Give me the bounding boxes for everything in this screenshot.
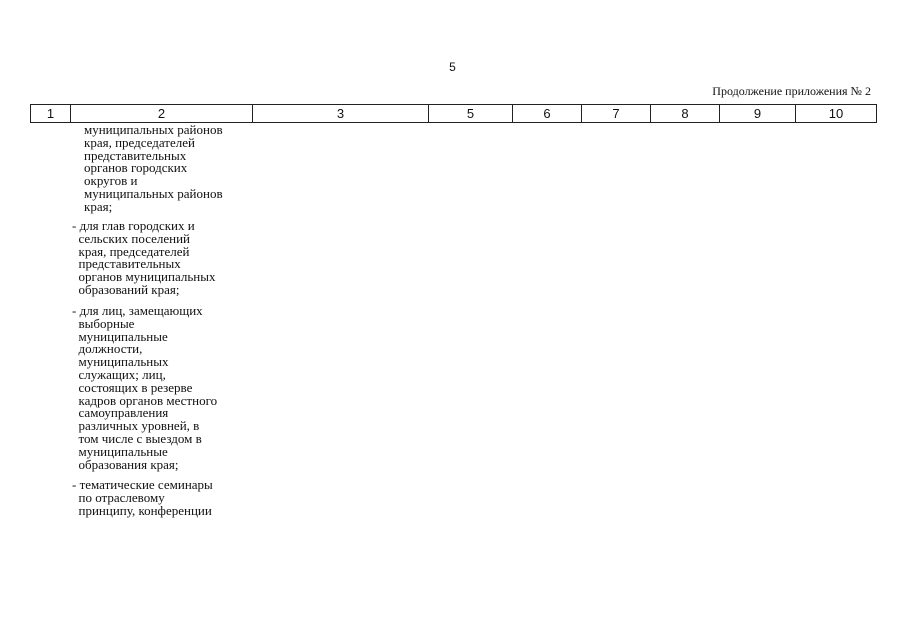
column-number-cell: 5 xyxy=(428,104,513,123)
column-number-cell: 6 xyxy=(512,104,582,123)
column-number-cell: 1 xyxy=(30,104,71,123)
continuation-note: Продолжение приложения № 2 xyxy=(712,84,871,98)
column-number-cell: 10 xyxy=(795,104,877,123)
table-right-border xyxy=(876,104,877,123)
column-number-cell: 9 xyxy=(719,104,796,123)
table-column-number-row xyxy=(30,104,876,123)
page-number: 5 xyxy=(449,60,456,74)
table-entry-text: муниципальных районов края, председателей представительных органов городских округов и муниципальных районов края; xyxy=(84,122,223,214)
column-number-cell: 7 xyxy=(581,104,651,123)
column-number-cell: 3 xyxy=(252,104,429,123)
table-entry-text: - тематические семинары по отраслевому принципу, конференции xyxy=(72,477,213,518)
column-number-cell: 8 xyxy=(650,104,720,123)
table-entry-text: - для лиц, замещающих выборные муниципальные должности, муниципальных служащих; лиц, состоящих в резерве кадров органов местного самоуправления различных уровней, в том числе с выездом в муниципальные образования края; xyxy=(72,303,218,472)
table-entry-text: - для глав городских и сельских поселений края, председателей представительных органов муниципальных образований края; xyxy=(72,218,216,297)
column-number-cell: 2 xyxy=(70,104,253,123)
